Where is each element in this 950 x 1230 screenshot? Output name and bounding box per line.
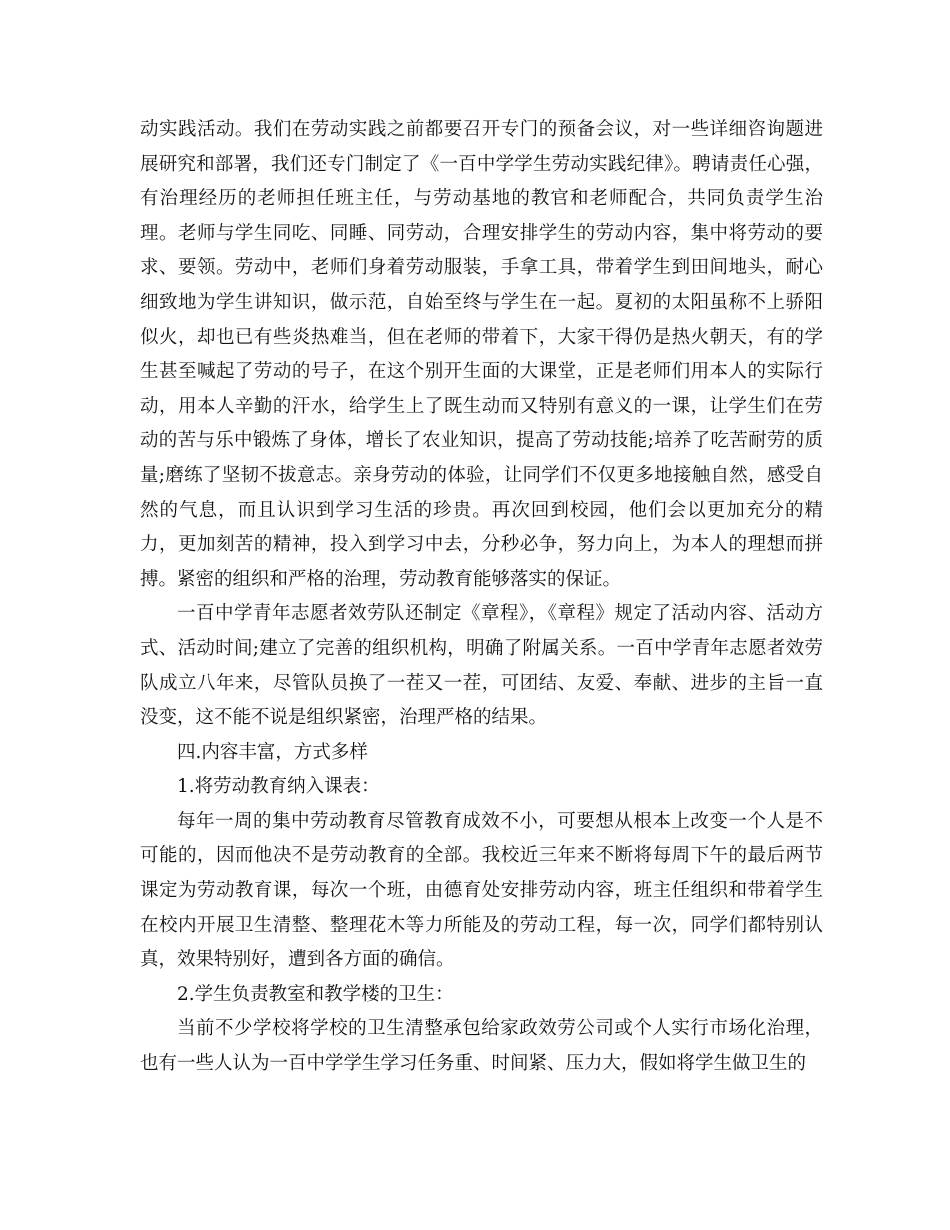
document-body <box>140 113 823 1082</box>
subheading-curriculum: 1.将劳动教育纳入课表： <box>177 776 380 798</box>
paragraph-hygiene: 当前不少学校将学校的卫生清整承包给家政效劳公司或个人实行市场化治理，也有一些人认为一百中学学生学习任务重、时间紧、压力大，假如将学生做卫生的 <box>140 1018 823 1075</box>
paragraph-volunteer-team: 一百中学青年志愿者效劳队还制定《章程》，《章程》规定了活动内容、活动方式、活动时间;建立了完善的组织机构，明确了附属关系。一百中学青年志愿者效劳队成立八年来，尽管队员换了一茬又一茬，可团结、友爱、奉献、进步的主旨一直没变，这不能不说是组织紧密，治理严格的结果。 <box>140 603 823 729</box>
paragraph-labor-practice: 动实践活动。我们在劳动实践之前都要召开专门的预备会议，对一些详细咨询题进展研究和部署，我们还专门制定了《一百中学学生劳动实践纪律》。聘请责任心强，有治理经历的老师担任班主任，与劳动基地的教官和老师配合，共同负责学生治理。老师与学生同吃、同睡、同劳动，合理安排学生的劳动内容，集中将劳动的要求、要领。劳动中，老师们身着劳动服装，手拿工具，带着学生到田间地头，耐心细致地为学生讲知识，做示范，自始至终与学生在一起。夏初的太阳虽称不上骄阳似火，却也已有些炎热难当，但在老师的带着下，大家干得仍是热火朝天，有的学生甚至喊起了劳动的号子，在这个别开生面的大课堂，正是老师们用本人的实际行动，用本人辛勤的汗水，给学生上了既生动而又特别有意义的一课，让学生们在劳动的苦与乐中锻炼了身体，增长了农业知识，提高了劳动技能;培养了吃苦耐劳的质量;磨练了坚韧不拔意志。亲身劳动的体验，让同学们不仅更多地接触自然，感受自然的气息，而且认识到学习生活的珍贵。再次回到校园，他们会以更加充分的精力，更加刻苦的精神，投入到学习中去，分秒必争，努力向上，为本人的理想而拼搏。紧密的组织和严格的治理，劳动教育能够落实的保证。 <box>140 119 823 590</box>
paragraph-curriculum: 每年一周的集中劳动教育尽管教育成效不小，可要想从根本上改变一个人是不可能的，因而他决不是劳动教育的全部。我校近三年来不断将每周下午的最后两节课定为劳动教育课，每次一个班，由德育处安排劳动内容，班主任组织和带着学生在校内开展卫生清整、整理花木等力所能及的劳动工程，每一次，同学们都特别认真，效果特别好，遭到各方面的确信。 <box>140 810 823 971</box>
section-heading-rich-content: 四.内容丰富，方式多样 <box>177 741 368 763</box>
subheading-classroom-hygiene: 2.学生负责教室和教学楼的卫生： <box>177 983 454 1005</box>
